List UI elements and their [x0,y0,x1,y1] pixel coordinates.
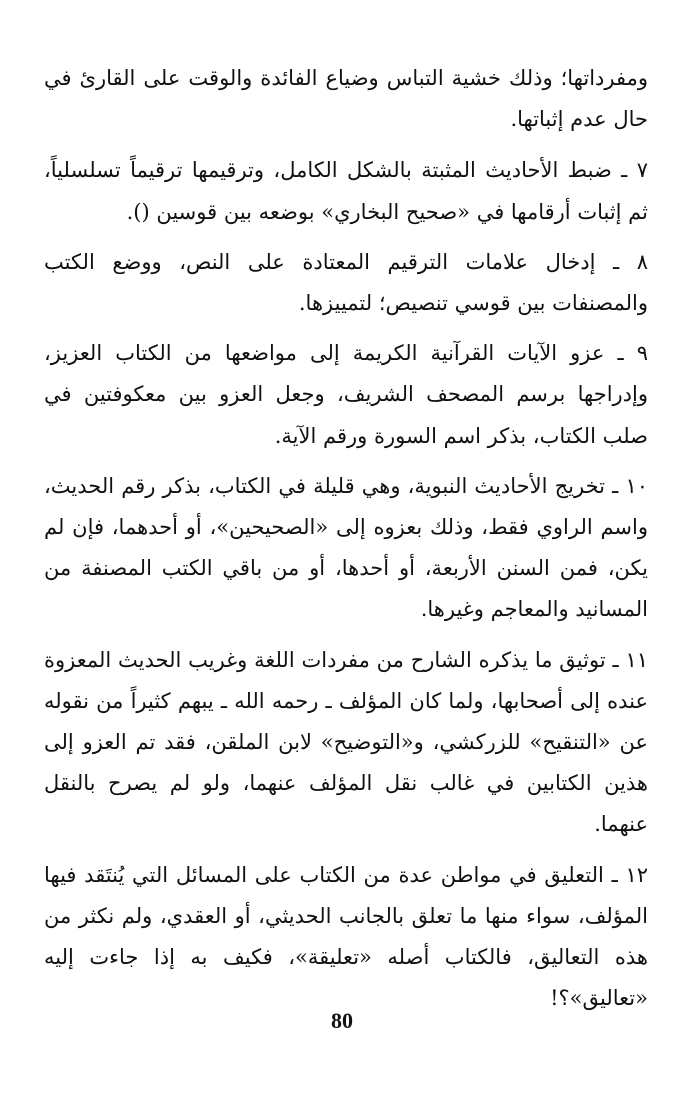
page-number: 80 [331,1008,353,1033]
paragraph-item-10: ١٠ ـ تخريج الأحاديث النبوية، وهي قليلة في الكتاب، بذكر رقم الحديث، واسم الراوي فقط، وذلك بعزوه إلى «الصحيحين»، أو أحدهما، فإن لم يكن، فمن السنن الأربعة، أو أحدها، أو من باقي الكتب المصنفة من المسانيد والمعاجم وغيرها. [44,473,649,622]
paragraph-intro-continuation: ومفرداتها؛ وذلك خشية التباس وضياع الفائدة والوقت على القارئ في حال عدم إثباتها. [44,66,648,132]
paragraph-item-12: ١٢ ـ التعليق في مواطن عدة من الكتاب على المسائل التي يُنتَقد فيها المؤلف، سواء منها ما تعلق بالجانب الحديثي، أو العقدي، ولم نكثر من هذه التعاليق، فالكتاب أصله «تعليقة»، فكيف به إذا جاءت إليه «تعاليق»؟! [44,862,648,1011]
paragraph-item-7: ٧ ـ ضبط الأحاديث المثبتة بالشكل الكامل، وترقيمها ترقيماً تسلسلياً، ثم إثبات أرقامها في «صحيح البخاري» بوضعه بين قوسين (). [44,158,648,224]
paragraph-item-8: ٨ ـ إدخال علامات الترقيم المعتادة على النص، ووضع الكتب والمصنفات بين قوسي تنصيص؛ لتمييزها. [44,249,648,316]
paragraph-item-9: ٩ ـ عزو الآيات القرآنية الكريمة إلى مواضعها من الكتاب العزيز، وإدراجها برسم المصحف الشريف، وجعل العزو بين معكوفتين في صلب الكتاب، بذكر اسم السورة ورقم الآية. [44,341,648,448]
paragraph-item-11: ١١ ـ توثيق ما يذكره الشارح من مفردات اللغة وغريب الحديث المعزوة عنده إلى أصحابها، ولما كان المؤلف ـ رحمه الله ـ يبهم كثيراً من نقوله عن «التنقيح» للزركشي، و«التوضيح» لابن الملقن، فقد تم العزو إلى هذين الكتابين في غالب نقل المؤلف عنهما، ولو لم يصرح بالنقل عنهما. [44,647,648,837]
